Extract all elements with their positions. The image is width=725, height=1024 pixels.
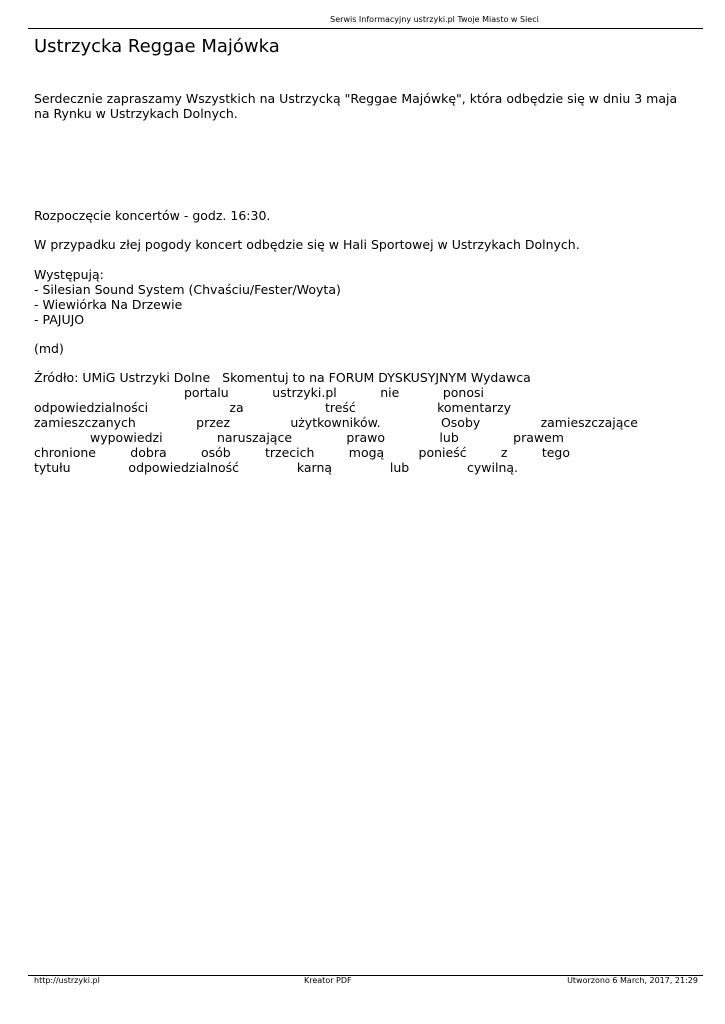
performers-list	[34, 282, 694, 327]
source-line	[34, 370, 694, 385]
article-intro: Serdecznie zapraszamy Wszystkich na Ustrzycką "Reggae Majówkę", która odbędzie się w dniu 3 maja na Rynku w Ustrzykach Dolnych.	[34, 91, 678, 121]
performers-section	[34, 267, 694, 327]
disclaimer-line: tytułu odpowiedzialność karną lub cywilną.	[34, 460, 518, 475]
disclaimer-line: zamieszczanych przez użytkowników. Osoby zamieszczające	[34, 415, 638, 430]
header-divider	[28, 28, 703, 29]
disclaimer-line: wypowiedzi naruszające prawo lub prawem	[90, 430, 564, 445]
source-label: Źródło: UMiG Ustrzyki Dolne	[34, 370, 211, 385]
disclaimer-line: chronione dobra osób trzecich mogą ponieść z tego	[34, 445, 570, 460]
disclaimer-line: Wydawca	[470, 370, 531, 385]
concert-start-time: Rozpoczęcie koncertów - godz. 16:30.	[34, 208, 271, 223]
performer-item: - Silesian Sound System (Chvaściu/Fester/Woyta)	[34, 282, 341, 297]
performer-item: - PAJUJO	[34, 312, 85, 327]
page-header	[28, 15, 703, 24]
disclaimer-line: odpowiedzialności za treść komentarzy	[34, 400, 511, 415]
footer-generator: Kreator PDF	[304, 976, 352, 985]
forum-link[interactable]: Skomentuj to na FORUM DYSKUSYJNYM	[222, 370, 467, 385]
disclaimer-line: portalu ustrzyki.pl nie ponosi	[184, 385, 484, 400]
source-and-disclaimer	[34, 370, 694, 475]
author-initials: (md)	[34, 341, 64, 356]
weather-note: W przypadku złej pogody koncert odbędzie się w Hali Sportowej w Ustrzykach Dolnych.	[34, 237, 580, 252]
footer-created: Utworzono 6 March, 2017, 21:29	[567, 976, 698, 985]
site-tagline: Serwis Informacyjny ustrzyki.pl Twoje Miasto w Sieci	[330, 15, 539, 24]
performer-item: - Wiewiórka Na Drzewie	[34, 297, 183, 312]
footer-url[interactable]: http://ustrzyki.pl	[34, 976, 100, 985]
performers-heading: Występują:	[34, 267, 104, 282]
article-title: Ustrzycka Reggae Majówka	[34, 36, 280, 57]
